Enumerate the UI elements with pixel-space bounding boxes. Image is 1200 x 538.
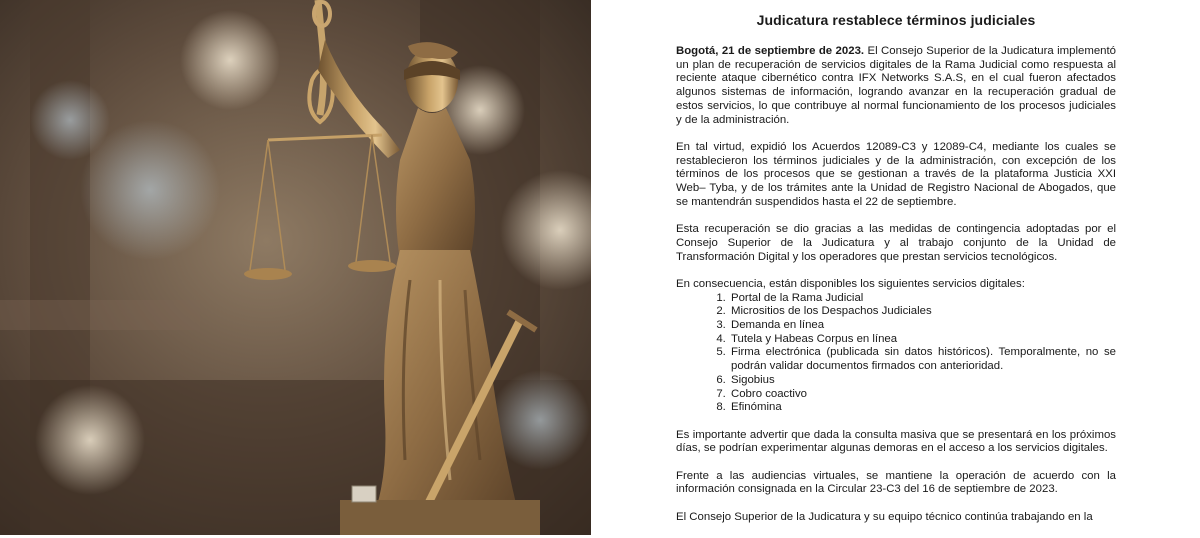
list-item: 2. Micrositios de los Despachos Judiciales [729, 305, 1116, 319]
list-item: 7. Cobro coactivo [729, 388, 1116, 402]
paragraph-final: El Consejo Superior de la Judicatura y su equipo técnico continúa trabajando en la [676, 510, 1093, 523]
article-title: Judicatura restablece términos judiciales [756, 12, 1036, 28]
list-intro: En consecuencia, están disponibles los siguientes servicios digitales: [676, 277, 1025, 290]
lead-paragraph [676, 45, 1116, 127]
list-item: 1. Portal de la Rama Judicial [729, 292, 1116, 306]
lady-justice-photo [0, 0, 591, 535]
paragraph-advertencia: Es importante advertir que dada la consulta masiva que se presentará en los próximos días, se podrían experimentar algunas demoras en el acceso a los servicios digitales. [676, 428, 1116, 455]
list-item: 4. Tutela y Habeas Corpus en línea [729, 333, 1116, 347]
list-item: 6. Sigobius [729, 374, 1116, 388]
press-release [676, 12, 1116, 538]
lady-justice-statue-image [0, 0, 591, 535]
services-list [676, 292, 1116, 415]
dateline: Bogotá, 21 de septiembre de 2023. [676, 45, 865, 57]
list-item: 3. Demanda en línea [729, 319, 1116, 333]
paragraph-audiencias: Frente a las audiencias virtuales, se mantiene la operación de acuerdo con la información consignada en la Circular 23-C3 del 16 de septiembre de 2023. [676, 469, 1116, 496]
list-item: 8. Efinómina [729, 401, 1116, 415]
paragraph-recuperacion: Esta recuperación se dio gracias a las medidas de contingencia adoptadas por el Consejo Superior de la Judicatura y al trabajo conjunto de la Unidad de Transformación Digital y los operadores que prestan servicios tecnológicos. [676, 223, 1116, 263]
paragraph-acuerdos: En tal virtud, expidió los Acuerdos 12089-C3 y 12089-C4, mediante los cuales se restablecieron los términos judiciales y de la administración, con excepción de los términos de los procesos que se gestionan a través de la plataforma Justicia XXI Web– Tyba, y de los trámites ante la Unidad de Registro Nacional de Abogados, que se mantendrán suspendidos hasta el 22 de septiembre. [676, 140, 1116, 208]
lead-text: El Consejo Superior de la Judicatura implementó un plan de recuperación de servicios digitales de la Rama Judicial como respuesta al reciente ataque cibernético contra IFX Networks S.A.S, en el cual fueron afectados algunos sistemas de información, logrando avanzar en la recuperación gradual de estos servicios, lo que contribuye al normal funcionamiento de los procesos judiciales y de la administración. [676, 45, 1117, 126]
list-item: 5. Firma electrónica (publicada sin datos históricos). Temporalmente, no se podrán validar documentos firmados con anterioridad. [729, 346, 1116, 373]
